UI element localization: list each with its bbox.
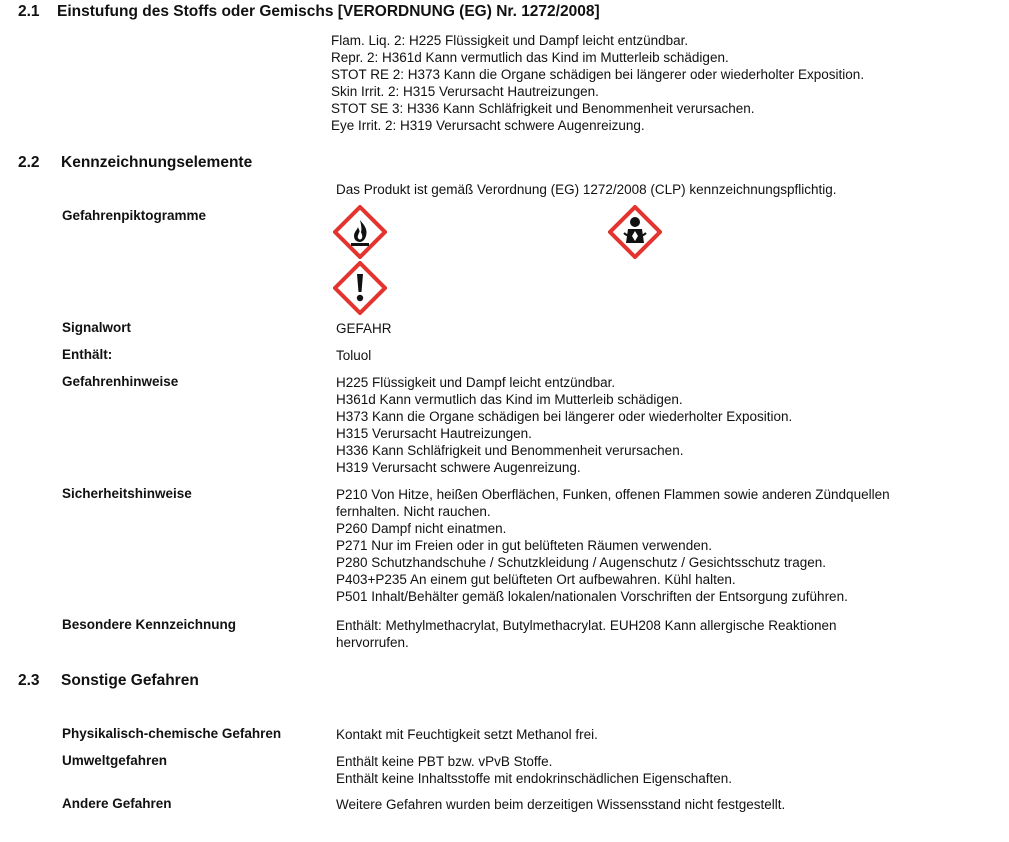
signal-word-label: Signalwort [62,320,132,335]
precautionary-statement: P210 Von Hitze, heißen Oberflächen, Funken, offenen Flammen sowie anderen Zündquellen [336,487,890,502]
contains-label: Enthält: [62,347,113,362]
environmental-hazards-label: Umweltgefahren [62,753,168,768]
classification-line: Flam. Liq. 2: H225 Flüssigkeit und Dampf leicht entzündbar. [331,33,689,48]
classification-line: STOT SE 3: H336 Kann Schläfrigkeit und Benommenheit verursachen. [331,101,755,116]
labelling-intro: Das Produkt ist gemäß Verordnung (EG) 1272/2008 (CLP) kennzeichnungspflichtig. [336,182,837,197]
hazard-statement: H373 Kann die Organe schädigen bei längerer oder wiederholter Exposition. [336,409,793,424]
precautionary-statements-label: Sicherheitshinweise [62,486,192,501]
section-2-3-number: 2.3 [18,672,40,689]
classification-list [331,32,864,134]
hazard-statements-label: Gefahrenhinweise [62,374,179,389]
exclamation-pictogram-icon [333,261,387,315]
environmental-hazard-line: Enthält keine PBT bzw. vPvB Stoffe. [336,754,553,769]
physchem-hazards-label: Physikalisch-chemische Gefahren [62,726,282,741]
hazard-statements-list [336,374,792,476]
section-2-1-number: 2.1 [18,3,40,20]
special-labelling-label: Besondere Kennzeichnung [62,617,237,632]
environmental-hazards-list [336,753,732,787]
precautionary-statement: P501 Inhalt/Behälter gemäß lokalen/nationalen Vorschriften der Entsorgung zuführen. [336,589,848,604]
other-hazards-label: Andere Gefahren [62,796,172,811]
hazard-statement: H361d Kann vermutlich das Kind im Mutterleib schädigen. [336,392,683,407]
flame-pictogram-icon [333,205,387,259]
classification-line: Eye Irrit. 2: H319 Verursacht schwere Augenreizung. [331,118,645,133]
precautionary-statements-list [336,486,890,605]
hazard-statement: H319 Verursacht schwere Augenreizung. [336,460,581,475]
classification-line: STOT RE 2: H373 Kann die Organe schädigen bei längerer oder wiederholter Exposition. [331,67,865,82]
section-2-3-title: Sonstige Gefahren [61,672,199,689]
signal-word-value: GEFAHR [336,321,392,336]
classification-line: Repr. 2: H361d Kann vermutlich das Kind im Mutterleib schädigen. [331,50,729,65]
contains-value: Toluol [336,348,372,363]
hazard-statement: H225 Flüssigkeit und Dampf leicht entzündbar. [336,375,616,390]
special-labelling-line: hervorrufen. [336,635,409,650]
precautionary-statement: P403+P235 An einem gut belüfteten Ort aufbewahren. Kühl halten. [336,572,736,587]
precautionary-statement: P260 Dampf nicht einatmen. [336,521,507,536]
physchem-hazards-value: Kontakt mit Feuchtigkeit setzt Methanol frei. [336,727,598,742]
precautionary-statement: P280 Schutzhandschuhe / Schutzkleidung / Augenschutz / Gesichtsschutz tragen. [336,555,827,570]
hazard-statement: H336 Kann Schläfrigkeit und Benommenheit verursachen. [336,443,684,458]
section-2-1-title: Einstufung des Stoffs oder Gemischs [VERORDNUNG (EG) Nr. 1272/2008] [57,3,600,20]
other-hazards-value: Weitere Gefahren wurden beim derzeitigen Wissensstand nicht festgestellt. [336,797,786,812]
section-2-2-title: Kennzeichnungselemente [61,154,253,171]
pictograms-label: Gefahrenpiktogramme [62,208,207,223]
precautionary-statement: fernhalten. Nicht rauchen. [336,504,491,519]
special-labelling-line: Enthält: Methylmethacrylat, Butylmethacrylat. EUH208 Kann allergische Reaktionen [336,618,837,633]
classification-line: Skin Irrit. 2: H315 Verursacht Hautreizungen. [331,84,599,99]
environmental-hazard-line: Enthält keine Inhaltsstoffe mit endokrinschädlichen Eigenschaften. [336,771,732,786]
health-hazard-pictogram-icon [608,205,662,259]
section-2-2-number: 2.2 [18,154,40,171]
hazard-statement: H315 Verursacht Hautreizungen. [336,426,532,441]
special-labelling-text [336,617,837,651]
precautionary-statement: P271 Nur im Freien oder in gut belüfteten Räumen verwenden. [336,538,712,553]
